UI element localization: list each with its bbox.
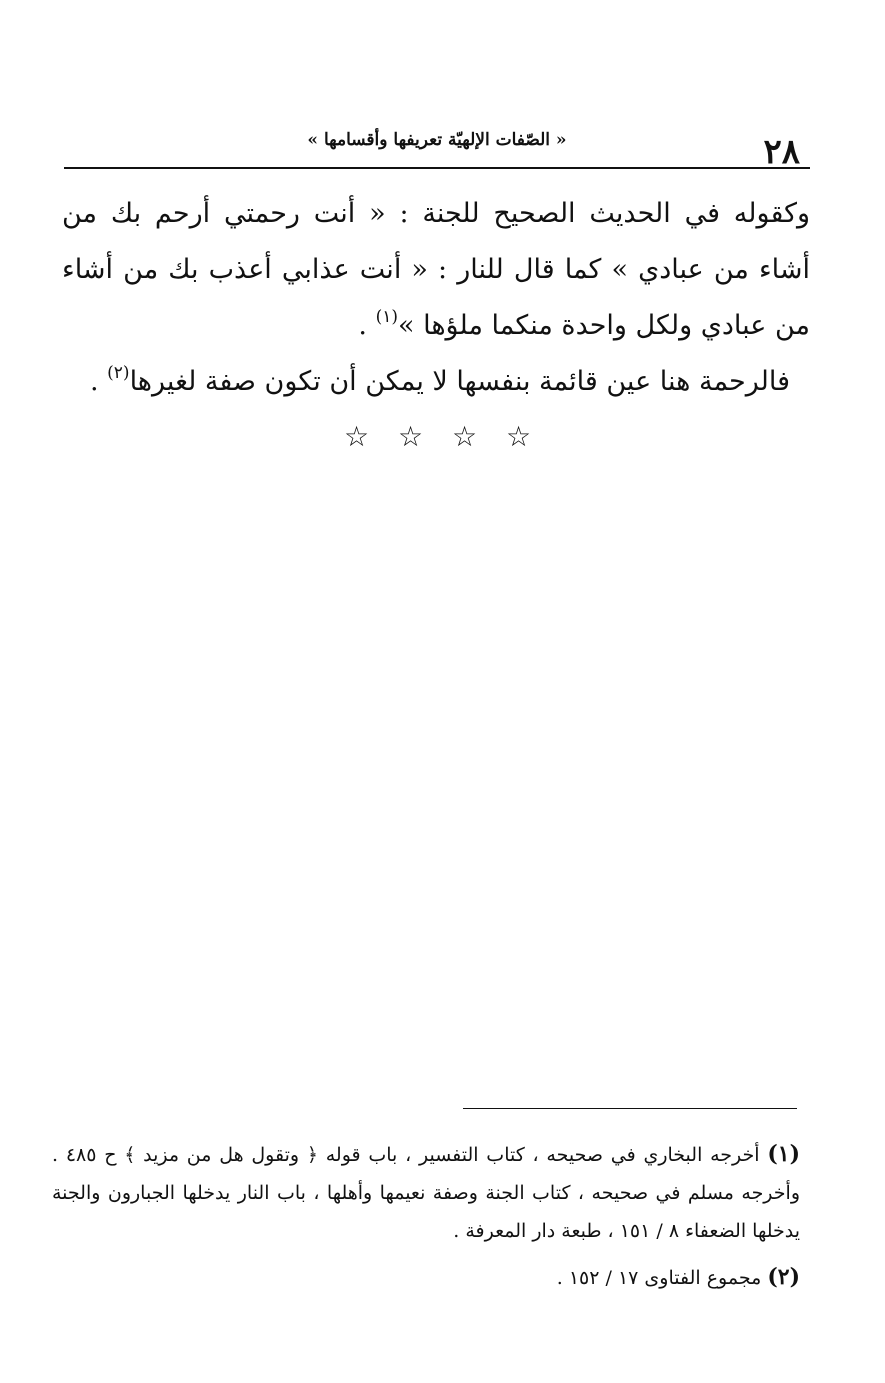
paragraph-1 — [62, 186, 810, 354]
footnote-2-text: مجموع الفتاوى ١٧ / ١٥٢ . — [556, 1267, 762, 1289]
paragraph-1-text: وكقوله في الحديث الصحيح للجنة : « أنت رحمتي أرحم بك من أشاء من عبادي » كما قال للنار : « أنت عذابي أعذب بك من أشاء من عبادي ولكل واحدة منكما ملؤها » — [62, 198, 810, 341]
footnote-ref-1: (١) — [375, 307, 398, 327]
paragraph-1-end: . — [358, 310, 376, 341]
footnote-ref-2: (٢) — [107, 363, 130, 383]
footnote-2 — [52, 1258, 800, 1297]
running-title: « الصّفات الإلهيّة تعريفها وأقسامها » — [307, 130, 567, 150]
main-text — [62, 186, 810, 410]
paragraph-2 — [62, 354, 810, 410]
page-number: ٢٨ — [763, 132, 800, 172]
page-header — [64, 128, 810, 172]
footnote-rule — [463, 1108, 797, 1109]
paragraph-2-text: فالرحمة هنا عين قائمة بنفسها لا يمكن أن تكون صفة لغيرها — [129, 366, 790, 397]
footnotes — [52, 1135, 800, 1305]
footnote-1-number: (١) — [767, 1141, 800, 1167]
header-rule — [64, 167, 810, 169]
footnote-1-text: أخرجه البخاري في صحيحه ، كتاب التفسير ، باب قوله ﴿ وتقول هل من مزيد ﴾ ح ٤٨٥ . وأخرجه مسلم في صحيحه ، كتاب الجنة وصفة نعيمها وأهلها ، باب النار يدخلها الجبارون والجنة يدخلها الضعفاء ٨ / ١٥١ ، طبعة دار المعرفة . — [52, 1144, 800, 1242]
footnote-1 — [52, 1135, 800, 1250]
section-separator: ☆ ☆ ☆ ☆ — [343, 420, 542, 453]
footnote-2-number: (٢) — [767, 1264, 800, 1290]
paragraph-2-end: . — [89, 366, 108, 397]
